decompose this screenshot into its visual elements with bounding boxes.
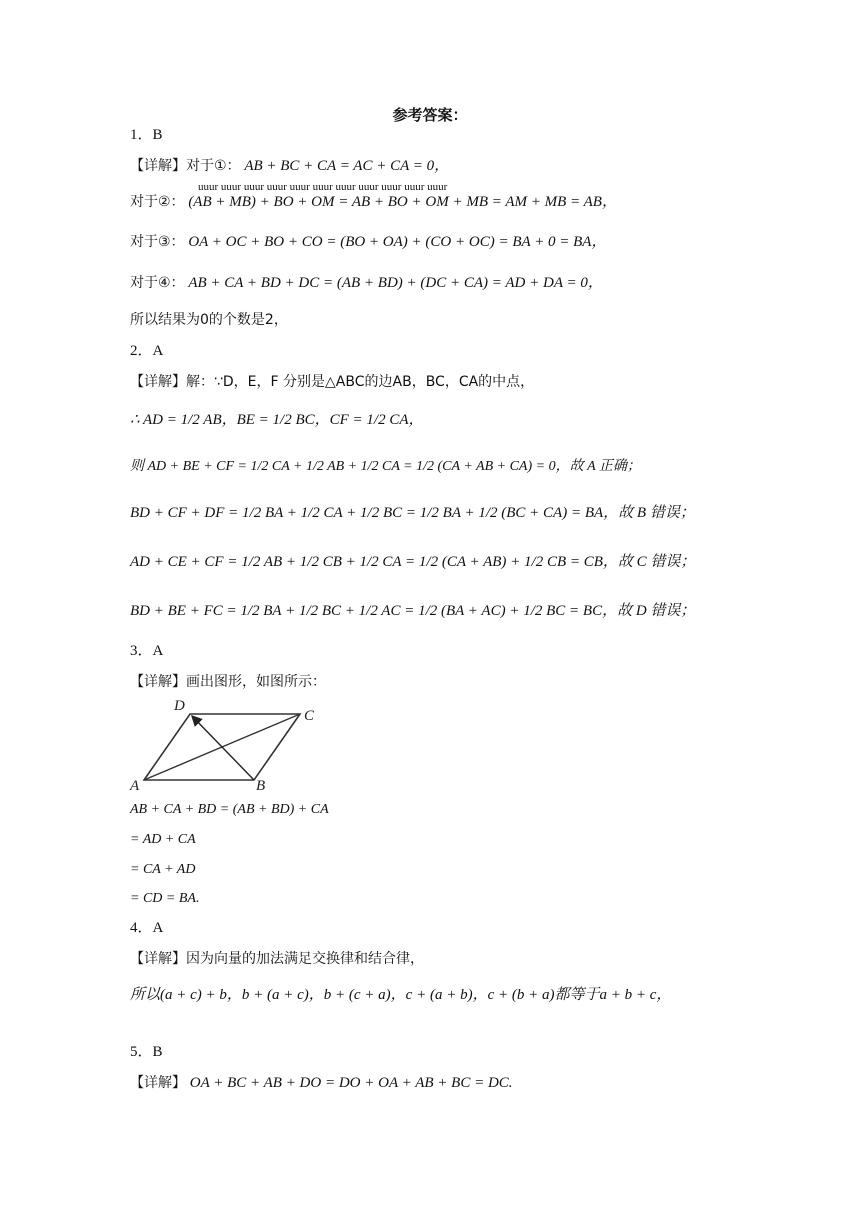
q5-answer: 5．B	[130, 1044, 163, 1060]
q1-answer: 1．B	[130, 127, 163, 143]
q5-line1: 【详解】 OA + BC + AB + DO = DO + OA + AB + BC = DC.	[130, 1075, 513, 1091]
q1-uuur-artifacts: uuur uuur uuur uuur uuur uuur uuur uuur uuur uuur uuur	[198, 181, 448, 193]
parallelogram-figure	[124, 694, 324, 794]
q3-step1: AB + CA + BD = (AB + BD) + CA	[130, 802, 329, 817]
q3-line1: 【详解】画出图形，如图所示：	[130, 674, 326, 690]
q3-step2: = AD + CA	[130, 832, 196, 847]
q1-line4: 对于④： AB + CA + BD + DC = (AB + BD) + (DC + CA) = AD + DA = 0，	[130, 275, 603, 291]
q3-step3: = CA + AD	[130, 862, 196, 877]
vertex-label-C: C	[304, 708, 315, 724]
q4-answer: 4．A	[130, 920, 164, 936]
q4-line2: 所以(a + c) + b，b + (a + c)，b + (c + a)，c + (a + b)，c + (b + a)都等于a + b + c，	[130, 987, 672, 1003]
q1-line1: 【详解】对于①： AB + BC + CA = AC + CA = 0，	[130, 158, 450, 174]
q2-line1: 【详解】解：∵D，E，F 分别是△ABC的边AB，BC，CA的中点，	[130, 374, 535, 390]
q2-answer: 2．A	[130, 343, 164, 359]
q1-expr1: AB + BC + CA = AC + CA = 0，	[244, 158, 450, 174]
q5-expr: OA + BC + AB + DO = DO + OA + AB + BC = DC.	[189, 1075, 513, 1091]
diagonal-BD-arrow	[192, 716, 254, 780]
q1-line3: 对于③： OA + OC + BO + CO = (BO + OA) + (CO + OC) = BA + 0 = BA，	[130, 234, 607, 250]
vertex-label-B: B	[256, 778, 266, 794]
q3-step4: = CD = BA.	[130, 891, 200, 906]
q1-expr4: AB + CA + BD + DC = (AB + BD) + (DC + CA) = AD + DA = 0，	[188, 275, 603, 291]
q2-line5: AD + CE + CF = 1/2 AB + 1/2 CB + 1/2 CA = 1/2 (CA + AB) + 1/2 CB = CB，故 C 错误；	[130, 554, 696, 570]
q1-expr2: (AB + MB) + BO + OM = AB + BO + OM + MB = AM + MB = AB，	[188, 194, 617, 210]
q2-line2: ∴ AD = 1/2 AB，BE = 1/2 BC，CF = 1/2 CA，	[130, 412, 424, 428]
q2-line6: BD + BE + FC = 1/2 BA + 1/2 BC + 1/2 AC = 1/2 (BA + AC) + 1/2 BC = BC，故 D 错误；	[130, 603, 696, 619]
page-title: 参考答案：	[392, 106, 468, 124]
q1-expr3: OA + OC + BO + CO = (BO + OA) + (CO + OC) = BA + 0 = BA，	[188, 234, 607, 250]
vertex-label-D: D	[174, 698, 185, 714]
q4-line1: 【详解】因为向量的加法满足交换律和结合律，	[130, 951, 424, 967]
vertex-label-A: A	[130, 778, 140, 794]
q1-line2: 对于②： (AB + MB) + BO + OM = AB + BO + OM + MB = AM + MB = AB，	[130, 194, 617, 210]
q2-line4: BD + CF + DF = 1/2 BA + 1/2 CA + 1/2 BC = 1/2 BA + 1/2 (BC + CA) = BA，故 B 错误；	[130, 505, 695, 521]
q3-answer: 3．A	[130, 643, 164, 659]
q2-line3: 则 AD + BE + CF = 1/2 CA + 1/2 AB + 1/2 CA = 1/2 (CA + AB + CA) = 0，故 A 正确；	[130, 459, 641, 474]
q1-conclusion: 所以结果为0的个数是2，	[130, 312, 288, 328]
